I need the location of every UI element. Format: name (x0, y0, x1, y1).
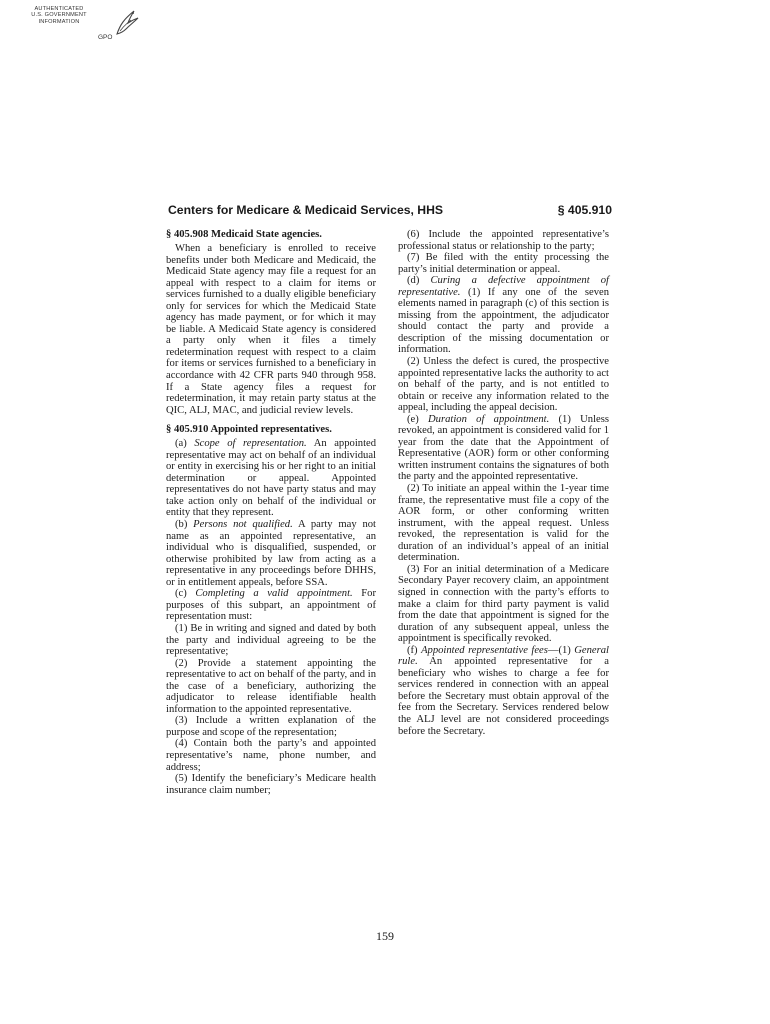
seal-line-2: U.S. GOVERNMENT (31, 12, 87, 19)
paragraph-c2: (2) Provide a statement appointing the representative to act on behalf of the party, and in the case of a beneficiary, authorizing the adjudicator to release identifiable health information to the appointed representative. (166, 657, 376, 715)
paragraph-a (166, 438, 376, 519)
running-header (168, 203, 612, 219)
paragraph-c3: (3) Include a written explanation of the purpose and scope of the representation; (166, 715, 376, 738)
section-405-910-heading: § 405.910 Appointed representatives. (166, 424, 332, 436)
paragraph-d2: (2) Unless the defect is cured, the prospective appointed representative lacks the authority to act on behalf of the party, and is not entitled to obtain or receive any information related to the appeal, including the appeal decision. (398, 356, 609, 414)
section-405-908-body: When a beneficiary is enrolled to receive benefits under both Medicare and Medicaid, the Medicaid State agency may file a request for an appeal with respect to a claim for items or services furnished to a dually eligible beneficiary only for services for which the Medicaid State agency has made payment, or for which it may be liable. A Medicaid State agency is considered a party only when it files a timely redetermination request with respect to a claim for items or services furnished to a beneficiary in accordance with 42 CFR parts 940 through 958. If a State agency files a request for redetermination, it may retain party status at the QIC, ALJ, MAC, and judicial review levels. (166, 243, 376, 416)
seal-caption (20, 6, 98, 25)
paragraph-e1-text: (1) Unless revoked, an appointment is considered valid for 1 year from the date that the Appointment of Representative (AOR) form or other conforming written instrument contains the signatures of both the party and the appointed representative. (398, 413, 609, 483)
seal-line-1: AUTHENTICATED (34, 6, 84, 12)
section-405-908-heading: § 405.908 Medicaid State agencies. (166, 229, 322, 240)
paragraph-c-text: For purposes of this subpart, an appointment of representation must: (166, 588, 376, 623)
left-column (166, 229, 376, 796)
paragraph-c-lead: (c) (175, 588, 196, 600)
paragraph-f1 (398, 645, 609, 737)
seal-line-3: INFORMATION (38, 18, 80, 25)
paragraph-a-text: An appointed representative may act on behalf of an individual or entity in exercising his or her right to an initial determination or appeal. Appointed representatives do not have party status and may take action only on behalf of the individual or entity that they represent. (166, 438, 377, 519)
paragraph-d-title: Curing a defective appointment of representative. (398, 275, 609, 298)
paragraph-f-title: Appointed representative fees (421, 644, 548, 656)
paragraph-d1 (398, 275, 609, 356)
paragraph-e-lead: (e) (407, 413, 429, 425)
paragraph-c7: (7) Be filed with the entity processing the party’s initial determination or appeal. (398, 252, 609, 275)
seal-gpo-label: GPO (98, 34, 113, 41)
paragraph-f-subtitle: General rule. (398, 644, 609, 668)
paragraph-d1-text: (1) If any one of the seven elements named in paragraph (c) of this section is missing from the appointment, the adjudicator should contact the party and provide a description of the missing documentation or information. (398, 286, 609, 356)
paragraph-b-lead: (b) (175, 519, 194, 531)
header-section: § 405.910 (557, 203, 612, 217)
paragraph-c1: (1) Be in writing and signed and dated by both the party and individual agreeing to be the representative; (166, 622, 376, 658)
eagle-icon (114, 7, 140, 37)
paragraph-c-title: Completing a valid appointment. (195, 588, 353, 600)
gpo-authentication-seal (20, 4, 142, 48)
paragraph-f-dash: —(1) (547, 644, 575, 656)
paragraph-e2: (2) To initiate an appeal within the 1-year time frame, the representative must file a copy of the AOR form, or other conforming written instrument, with the appeal request. Unless revoked, the representation is valid for the duration of an individual’s appeal of an initial determination. (398, 483, 609, 564)
paragraph-a-title: Scope of representation. (194, 438, 307, 450)
paragraph-e1 (398, 414, 609, 483)
paragraph-c (166, 588, 376, 623)
header-agency: Centers for Medicare & Medicaid Services, HHS (168, 203, 443, 217)
paragraph-e3: (3) For an initial determination of a Medicare Secondary Payer recovery claim, an appointment signed in connection with the party’s efforts to make a claim for third party payment is valid from the date that appointment is signed for the duration of any subsequent appeal, unless the appointment is specifically revoked. (398, 563, 609, 645)
paragraph-c6: (6) Include the appointed representative’s professional status or relationship to the party; (398, 229, 609, 252)
paragraph-b-title: Persons not qualified. (193, 519, 293, 531)
paragraph-b (166, 519, 376, 588)
paragraph-f1-text: An appointed representative for a beneficiary who wishes to charge a fee for services rendered in connection with an appeal before the Secretary must obtain approval of the fee from the Secretary. Services rendered below the ALJ level are not considered proceedings before the Secretary. (398, 656, 609, 737)
paragraph-c5: (5) Identify the beneficiary’s Medicare health insurance claim number; (166, 773, 376, 796)
page-number: 159 (376, 929, 394, 943)
paragraph-a-lead: (a) (175, 438, 195, 450)
paragraph-d-lead: (d) (407, 275, 431, 287)
paragraph-b-text: A party may not name as an appointed representative, an individual who is disqualified, suspended, or otherwise prohibited by law from acting as a representative in any proceedings before DHHS, or in entitlement appeals, before SSA. (166, 519, 376, 588)
right-column (398, 229, 609, 737)
paragraph-e-title: Duration of appointment. (428, 413, 550, 425)
paragraph-c4: (4) Contain both the party’s and appointed representative’s name, phone number, and address; (166, 738, 376, 773)
paragraph-f-lead: (f) (407, 644, 422, 656)
